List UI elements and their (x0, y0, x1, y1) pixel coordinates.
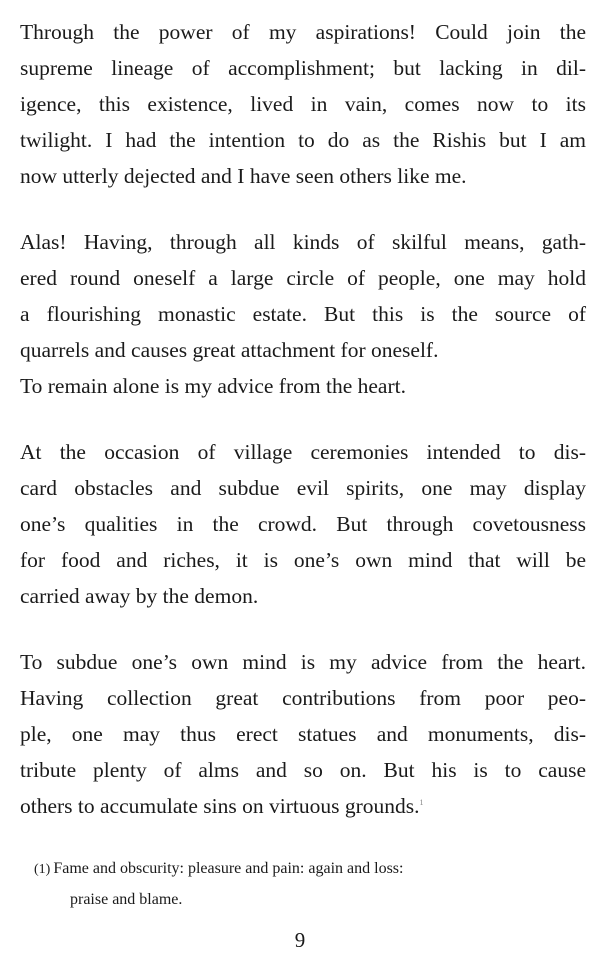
text-line: a flourishing monastic estate. But this is the source of (20, 302, 586, 326)
page-body (20, 14, 586, 854)
text-line: for food and riches, it is one’s own mind that will be (20, 548, 586, 572)
text-line: igence, this existence, lived in vain, comes now to its (20, 92, 586, 116)
text-line: Through the power of my aspirations! Could join the (20, 20, 586, 44)
text-line: ple, one may thus erect statues and monuments, dis- (20, 722, 586, 746)
text-line: carried away by the demon. (20, 584, 259, 608)
text-line: To remain alone is my advice from the heart. (20, 374, 406, 398)
text-line: card obstacles and subdue evil spirits, one may display (20, 476, 586, 500)
text-line: one’s qualities in the crowd. But through covetousness (20, 512, 586, 536)
text-line (20, 788, 586, 824)
footnote-line: praise and blame. (70, 891, 183, 908)
text-line-content: others to accumulate sins on virtuous grounds. (20, 794, 420, 818)
paragraph-4 (20, 644, 586, 824)
text-line: twilight. I had the intention to do as the Rishis but I am (20, 128, 586, 152)
page-number: 9 (294, 928, 306, 952)
footnote-reference: 1 (419, 797, 424, 807)
footnote-marker: (1) (34, 862, 51, 877)
text-line: now utterly dejected and I have seen others like me. (20, 164, 467, 188)
text-line: At the occasion of village ceremonies intended to dis- (20, 440, 586, 464)
footnote-text: Fame and obscurity: pleasure and pain: again and loss: (53, 860, 404, 877)
text-line: Having collection great contributions from poor peo- (20, 686, 586, 710)
text-line: ered round oneself a large circle of people, one may hold (20, 266, 586, 290)
paragraph-1 (20, 14, 586, 194)
paragraph-3 (20, 434, 586, 614)
text-line: tribute plenty of alms and so on. But his is to cause (20, 758, 586, 782)
footnote-line (34, 854, 574, 885)
text-line: Alas! Having, through all kinds of skilful means, gath- (20, 230, 586, 254)
text-line: To subdue one’s own mind is my advice from the heart. (20, 650, 586, 674)
text-line: supreme lineage of accomplishment; but lacking in dil- (20, 56, 586, 80)
footnote (34, 854, 574, 915)
text-line: quarrels and causes great attachment for oneself. (20, 338, 439, 362)
paragraph-2 (20, 224, 586, 404)
